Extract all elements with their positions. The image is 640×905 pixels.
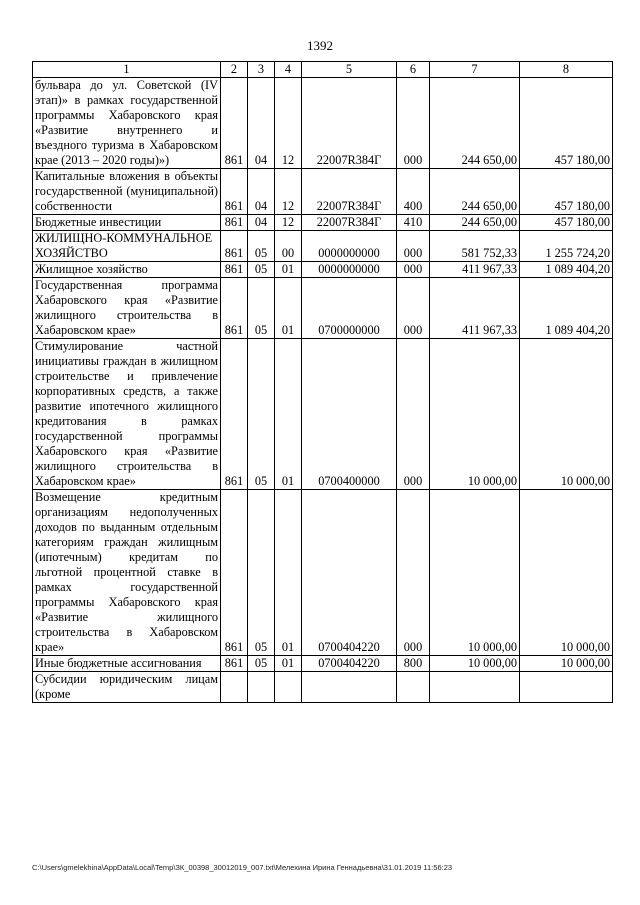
header-row: [33, 62, 613, 78]
expense-type-cell: 000: [397, 231, 430, 262]
amount-2021-cell: 457 180,00: [520, 78, 613, 169]
expense-type-cell: 410: [397, 215, 430, 231]
row-name-cell: Стимулирование частной инициативы граждан в жилищном строительстве и привлечение корпоративных средств, а также развитие ипотечного жилищного кредитования в рамках государственной программы Хабаровского края «Развитие жилищного строительства в Хабаровском крае»: [33, 339, 221, 490]
chapter-cell: 861: [221, 262, 248, 278]
target-article-cell: 0700404220: [302, 490, 397, 656]
target-article-cell: 0700400000: [302, 339, 397, 490]
page-number: 1392: [307, 38, 333, 53]
amount-2020-cell: 411 967,33: [430, 262, 520, 278]
chapter-cell: [221, 672, 248, 703]
table-row: [33, 78, 613, 169]
subsection-cell: [275, 672, 302, 703]
amount-2021-cell: 1 089 404,20: [520, 262, 613, 278]
row-name-cell: Возмещение кредитным организациям недополученных доходов по выданным отдельным категориям граждан жилищным (ипотечным) кредитам по льготной процентной ставке в рамках государственной программы Хабаровского края «Развитие жилищного строительства в Хабаровском крае»: [33, 490, 221, 656]
amount-2020-cell: 244 650,00: [430, 215, 520, 231]
subsection-cell: 01: [275, 656, 302, 672]
subsection-cell: 12: [275, 169, 302, 215]
subsection-cell: 12: [275, 215, 302, 231]
amount-2021-cell: 457 180,00: [520, 215, 613, 231]
subsection-cell: 01: [275, 490, 302, 656]
row-name-cell: Жилищное хозяйство: [33, 262, 221, 278]
subsection-cell: 01: [275, 339, 302, 490]
expense-type-cell: 000: [397, 78, 430, 169]
expense-type-cell: 000: [397, 278, 430, 339]
amount-2021-cell: [520, 672, 613, 703]
expense-type-cell: [397, 672, 430, 703]
table-row: [33, 339, 613, 490]
chapter-cell: 861: [221, 231, 248, 262]
subsection-cell: 01: [275, 262, 302, 278]
header-cell: 1: [33, 62, 221, 78]
chapter-cell: 861: [221, 169, 248, 215]
table-row: [33, 262, 613, 278]
target-article-cell: [302, 672, 397, 703]
section-cell: 05: [248, 278, 275, 339]
amount-2020-cell: 10 000,00: [430, 339, 520, 490]
section-cell: 05: [248, 490, 275, 656]
table-row: [33, 490, 613, 656]
expense-type-cell: 000: [397, 339, 430, 490]
target-article-cell: 22007R384Г: [302, 169, 397, 215]
budget-table: [32, 61, 613, 703]
table-row: [33, 169, 613, 215]
amount-2021-cell: 1 089 404,20: [520, 278, 613, 339]
table-row: [33, 215, 613, 231]
target-article-cell: 22007R384Г: [302, 215, 397, 231]
row-name-cell: Государственная программа Хабаровского края «Развитие жилищного строительства в Хабаровском крае»: [33, 278, 221, 339]
target-article-cell: 22007R384Г: [302, 78, 397, 169]
row-name-cell: бульвара до ул. Советской (IV этап)» в рамках государственной программы Хабаровского края «Развитие внутреннего и въездного туризма в Хабаровском крае (2013 – 2020 годы)»): [33, 78, 221, 169]
table-row: [33, 231, 613, 262]
header-cell: 8: [520, 62, 613, 78]
row-name-cell: Бюджетные инвестиции: [33, 215, 221, 231]
section-cell: 05: [248, 656, 275, 672]
row-name-cell: ЖИЛИЩНО-КОММУНАЛЬНОЕ ХОЗЯЙСТВО: [33, 231, 221, 262]
row-name-cell: Субсидии юридическим лицам (кроме: [33, 672, 221, 703]
section-cell: [248, 672, 275, 703]
expense-type-cell: 800: [397, 656, 430, 672]
row-name-cell: Иные бюджетные ассигнования: [33, 656, 221, 672]
amount-2020-cell: 10 000,00: [430, 656, 520, 672]
target-article-cell: 0700404220: [302, 656, 397, 672]
header-cell: 4: [275, 62, 302, 78]
chapter-cell: 861: [221, 78, 248, 169]
file-path-footer: C:\Users\gmelekhina\AppData\Local\Temp\ЗК_00398_30012019_007.txt\Мелехина Ирина Геннадьевна\31.01.2019 11:56:23: [32, 863, 453, 872]
subsection-cell: 01: [275, 278, 302, 339]
amount-2021-cell: 10 000,00: [520, 656, 613, 672]
table-row: [33, 278, 613, 339]
section-cell: 05: [248, 262, 275, 278]
header-cell: 2: [221, 62, 248, 78]
amount-2020-cell: 10 000,00: [430, 490, 520, 656]
chapter-cell: 861: [221, 490, 248, 656]
subsection-cell: 12: [275, 78, 302, 169]
table-row: [33, 672, 613, 703]
section-cell: 04: [248, 78, 275, 169]
chapter-cell: 861: [221, 278, 248, 339]
amount-2020-cell: [430, 672, 520, 703]
header-cell: 3: [248, 62, 275, 78]
header-cell: 5: [302, 62, 397, 78]
amount-2021-cell: 1 255 724,20: [520, 231, 613, 262]
target-article-cell: 0700000000: [302, 278, 397, 339]
row-name-cell: Капитальные вложения в объекты государственной (муниципальной) собственности: [33, 169, 221, 215]
expense-type-cell: 000: [397, 490, 430, 656]
section-cell: 04: [248, 215, 275, 231]
table-row: [33, 656, 613, 672]
chapter-cell: 861: [221, 215, 248, 231]
expense-type-cell: 000: [397, 262, 430, 278]
section-cell: 05: [248, 339, 275, 490]
amount-2021-cell: 10 000,00: [520, 339, 613, 490]
subsection-cell: 00: [275, 231, 302, 262]
amount-2021-cell: 10 000,00: [520, 490, 613, 656]
section-cell: 04: [248, 169, 275, 215]
amount-2020-cell: 581 752,33: [430, 231, 520, 262]
section-cell: 05: [248, 231, 275, 262]
header-cell: 7: [430, 62, 520, 78]
expense-type-cell: 400: [397, 169, 430, 215]
target-article-cell: 0000000000: [302, 262, 397, 278]
amount-2020-cell: 244 650,00: [430, 169, 520, 215]
chapter-cell: 861: [221, 656, 248, 672]
amount-2020-cell: 411 967,33: [430, 278, 520, 339]
chapter-cell: 861: [221, 339, 248, 490]
target-article-cell: 0000000000: [302, 231, 397, 262]
amount-2020-cell: 244 650,00: [430, 78, 520, 169]
amount-2021-cell: 457 180,00: [520, 169, 613, 215]
header-cell: 6: [397, 62, 430, 78]
